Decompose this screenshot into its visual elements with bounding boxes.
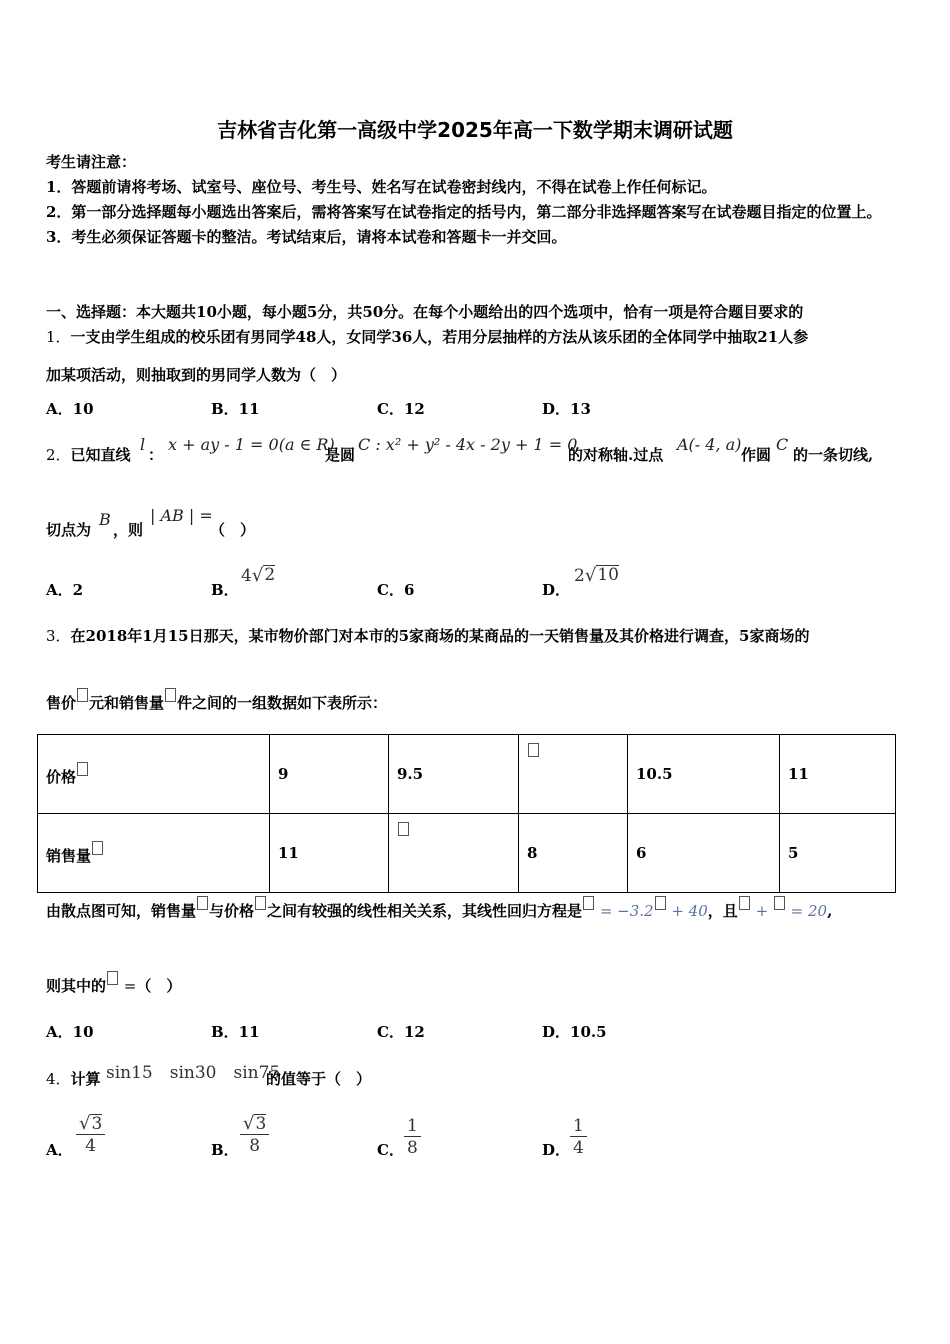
question-number: 3．: [46, 627, 71, 645]
option-d-value: [570, 1116, 587, 1159]
question-text: 之间有较强的线性相关关系，其线性回归方程是: [267, 902, 583, 920]
option-a: A．: [46, 1141, 73, 1159]
question-text: ,: [827, 902, 833, 920]
equation-text: +: [750, 902, 773, 920]
sqrt: √ 10: [584, 565, 619, 586]
section-heading: 一、选择题：本大题共10小题，每小题5分，共50分。在每个小题给出的四个选项中，恰有一项是符合题目要求的: [46, 303, 804, 321]
cell-text: 销售量: [46, 846, 92, 865]
option-d-value: [574, 565, 619, 586]
question-text: ：: [148, 446, 164, 464]
missing-glyph-icon: [739, 896, 750, 910]
option-d: D．: [542, 1141, 571, 1159]
table-cell: 9.5: [389, 735, 519, 814]
question-text: 计算: [70, 1070, 101, 1088]
question-text: 则其中的: [46, 977, 107, 995]
question-text: 的对称轴.过点: [568, 446, 664, 464]
math-l: l: [140, 435, 146, 454]
question-text: 已知直线: [70, 446, 131, 464]
missing-glyph-icon: [197, 896, 208, 910]
denominator: 8: [249, 1136, 261, 1156]
fraction: [404, 1116, 421, 1159]
fraction: [570, 1116, 587, 1159]
option-c-value: [404, 1116, 421, 1159]
equation-text: = −3.2: [595, 902, 654, 920]
table-cell: [519, 735, 628, 814]
question-text: ，则: [113, 521, 144, 539]
math-expression: sin15 sin30 sin75: [106, 1063, 281, 1083]
coefficient: 2: [574, 566, 585, 586]
radicand: 3: [255, 1114, 267, 1134]
radicand: 2: [264, 565, 276, 585]
missing-glyph-icon: [528, 743, 539, 757]
option-a: A．2: [46, 581, 84, 599]
math-c: C: [776, 435, 789, 454]
sum-equation: [738, 902, 827, 920]
missing-glyph-icon: [92, 841, 103, 855]
option-a: A．10: [46, 400, 94, 418]
option-d: D．10.5: [542, 1023, 607, 1041]
missing-glyph-icon: [774, 896, 785, 910]
regression-equation: [582, 902, 708, 920]
question-text: 售价: [46, 694, 77, 712]
question-text: 由散点图可知，销售量: [46, 902, 197, 920]
missing-glyph-icon: [255, 896, 266, 910]
table-cell: 11: [270, 814, 389, 893]
notice-item-1: 1．答题前请将考场、试室号、座位号、考生号、姓名写在试卷密封线内，不得在试卷上作任何标记。: [46, 178, 717, 196]
notice-block: [46, 150, 901, 250]
table-row: [38, 814, 896, 893]
missing-glyph-icon: [165, 688, 176, 702]
question-text: ，且: [707, 902, 738, 920]
denominator: 4: [85, 1136, 97, 1156]
option-b: B．11: [211, 1023, 260, 1041]
table-row: [38, 735, 896, 814]
missing-glyph-icon: [77, 762, 88, 776]
option-c: C．12: [377, 400, 425, 418]
question-1-line-1: [46, 326, 808, 347]
table-cell: [389, 814, 519, 893]
question-text: 是圆: [325, 446, 356, 464]
denominator: 8: [407, 1138, 418, 1158]
question-text: 在2018年1月15日那天，某市物价部门对本市的5家商场的某商品的一天销售量及其价格进行调查，5家商场的: [70, 627, 810, 645]
question-text: 作圆: [741, 446, 772, 464]
option-b: B．: [211, 581, 239, 599]
math-line-equation: x + ay - 1 = 0(a ∈ R): [168, 435, 335, 454]
numerator: 1: [570, 1116, 587, 1137]
fraction: √ 3 8: [240, 1114, 269, 1157]
equation-text: =: [119, 977, 137, 995]
missing-glyph-icon: [583, 896, 594, 910]
question-number: 1．: [46, 328, 71, 346]
question-text: （ ）: [210, 521, 256, 539]
coefficient: 4: [241, 566, 252, 586]
option-b: B．11: [211, 400, 260, 418]
option-b-value: [240, 1114, 269, 1157]
question-number: 2．: [46, 446, 71, 464]
table-cell: 8: [519, 814, 628, 893]
fraction: √ 3 4: [76, 1114, 105, 1157]
table-cell: [38, 814, 270, 893]
math-ab: | AB | =: [150, 506, 213, 525]
option-d: D．13: [542, 400, 591, 418]
question-3-line-2: [46, 688, 387, 713]
option-c: C．12: [377, 1023, 425, 1041]
option-a: A．10: [46, 1023, 94, 1041]
table-cell: 10.5: [628, 735, 780, 814]
notice-heading: 考生请注意：: [46, 153, 137, 171]
option-b-value: [241, 565, 275, 586]
math-point: A(- 4, a): [677, 435, 742, 454]
question-number: 4．: [46, 1070, 71, 1088]
page-title: 吉林省吉化第一高级中学2025年高一下数学期末调研试题: [217, 118, 733, 142]
question-text: 一支由学生组成的校乐团有男同学48人，女同学36人，若用分层抽样的方法从该乐团的全体同学中抽取21人参: [70, 328, 809, 346]
table-cell: [38, 735, 270, 814]
equation-text: + 40: [666, 902, 708, 920]
table-cell: 11: [780, 735, 896, 814]
notice-item-2: 2．第一部分选择题每小题选出答案后，需将答案写在试卷指定的括号内，第二部分非选择题答案写在试卷题目指定的位置上。: [46, 203, 882, 221]
missing-glyph-icon: [107, 971, 118, 985]
radicand: 10: [597, 565, 619, 585]
question-text: （ ）: [136, 977, 182, 995]
notice-item-3: 3．考生必须保证答题卡的整洁。考试结束后，请将本试卷和答题卡一并交回。: [46, 228, 567, 246]
option-c: C．: [377, 1141, 404, 1159]
option-c: C．6: [377, 581, 415, 599]
denominator: 4: [573, 1138, 584, 1158]
missing-glyph-icon: [77, 688, 88, 702]
data-table: [37, 734, 896, 893]
option-d: D．: [542, 581, 571, 599]
numerator: 1: [404, 1116, 421, 1137]
question-4-number: [46, 1068, 101, 1089]
question-1-line-2: 加某项活动，则抽取到的男同学人数为（ ）: [46, 366, 347, 384]
missing-glyph-icon: [398, 822, 409, 836]
table-cell: 9: [270, 735, 389, 814]
question-3-line-1: [46, 625, 810, 646]
question-text: 的值等于（ ）: [266, 1070, 372, 1088]
question-text: 切点为: [46, 521, 92, 539]
missing-glyph-icon: [655, 896, 666, 910]
option-a-value: [76, 1114, 105, 1157]
question-2-number: [46, 444, 131, 465]
sqrt: √ 2: [251, 565, 276, 586]
radicand: 3: [91, 1114, 103, 1134]
option-b: B．: [211, 1141, 239, 1159]
question-text: 与价格: [209, 902, 255, 920]
cell-text: 价格: [46, 767, 77, 786]
math-b: B: [99, 510, 111, 529]
math-circle-equation: C : x² + y² - 4x - 2y + 1 = 0: [358, 435, 578, 454]
table-cell: 6: [628, 814, 780, 893]
question-3-line-3: [46, 896, 832, 921]
table-cell: 5: [780, 814, 896, 893]
question-text: 的一条切线,: [793, 446, 874, 464]
question-3-line-4: [46, 971, 181, 996]
question-text: 件之间的一组数据如下表所示：: [177, 694, 388, 712]
equation-text: = 20: [785, 902, 828, 920]
question-text: 元和销售量: [89, 694, 165, 712]
